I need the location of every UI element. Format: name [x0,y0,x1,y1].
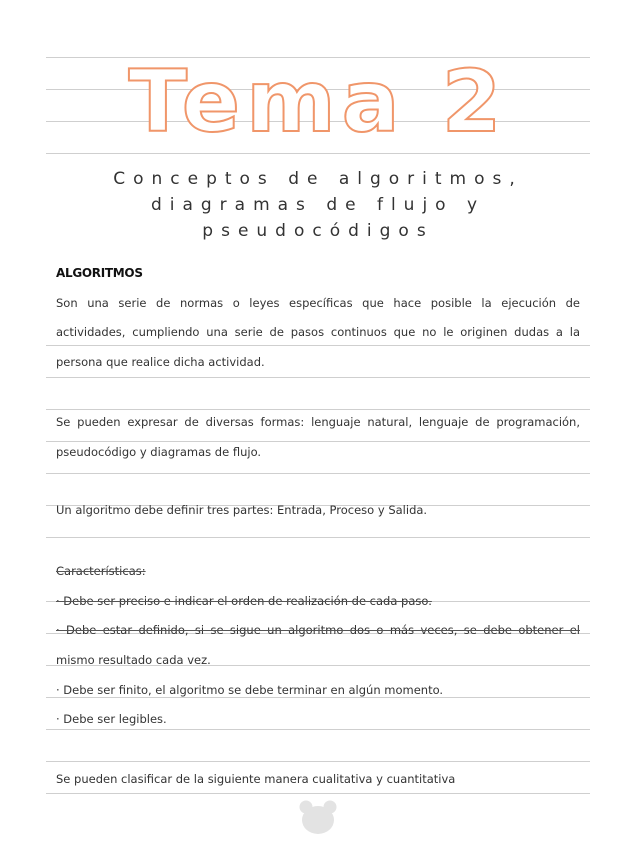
ruled-line [46,345,590,346]
expression-line: pseudocódigo y diagramas de flujo. [56,445,262,459]
classification-line: Se pueden clasificar de la siguiente manera cualitativa y cuantitativa [56,772,456,786]
page-title: Tema 2 [128,52,508,152]
bear-head [302,806,334,834]
characteristics-label: Características: [56,564,146,578]
ruled-line [46,473,590,474]
bear-icon [298,799,338,835]
subtitle-line: diagramas de flujo y [150,195,486,215]
ruled-line [46,377,590,378]
ruled-line [46,537,590,538]
definition-line: Son una serie de normas o leyes específicas que hace posible la ejecución de [56,296,580,310]
expression-line: Se pueden expresar de diversas formas: lenguaje natural, lenguaje de programación, [56,415,580,429]
parts-line: Un algoritmo debe definir tres partes: Entrada, Proceso y Salida. [56,503,428,517]
characteristic-item: · Debe estar definido, si se sigue un algoritmo dos o más veces, se debe obtener el [56,623,580,637]
definition-line: persona que realice dicha actividad. [56,355,265,369]
ruled-line [46,153,590,154]
characteristic-item: · Debe ser legibles. [56,712,167,726]
ruled-line [46,761,590,762]
subtitle-line: pseudocódigos [202,221,434,241]
characteristic-item: mismo resultado cada vez. [56,653,211,667]
ruled-line [46,793,590,794]
characteristic-item: · Debe ser preciso e indicar el orden de realización de cada paso. [56,594,432,608]
definition-line: actividades, cumpliendo una serie de pasos continuos que no le originen dudas a la [56,325,580,339]
page-subtitle [60,166,576,244]
ruled-line [46,729,590,730]
characteristic-item: · Debe ser finito, el algoritmo se debe terminar en algún momento. [56,683,444,697]
ruled-line [46,409,590,410]
ruled-line [46,441,590,442]
subtitle-line: Conceptos de algoritmos, [113,169,523,189]
section-heading: ALGORITMOS [56,266,143,280]
